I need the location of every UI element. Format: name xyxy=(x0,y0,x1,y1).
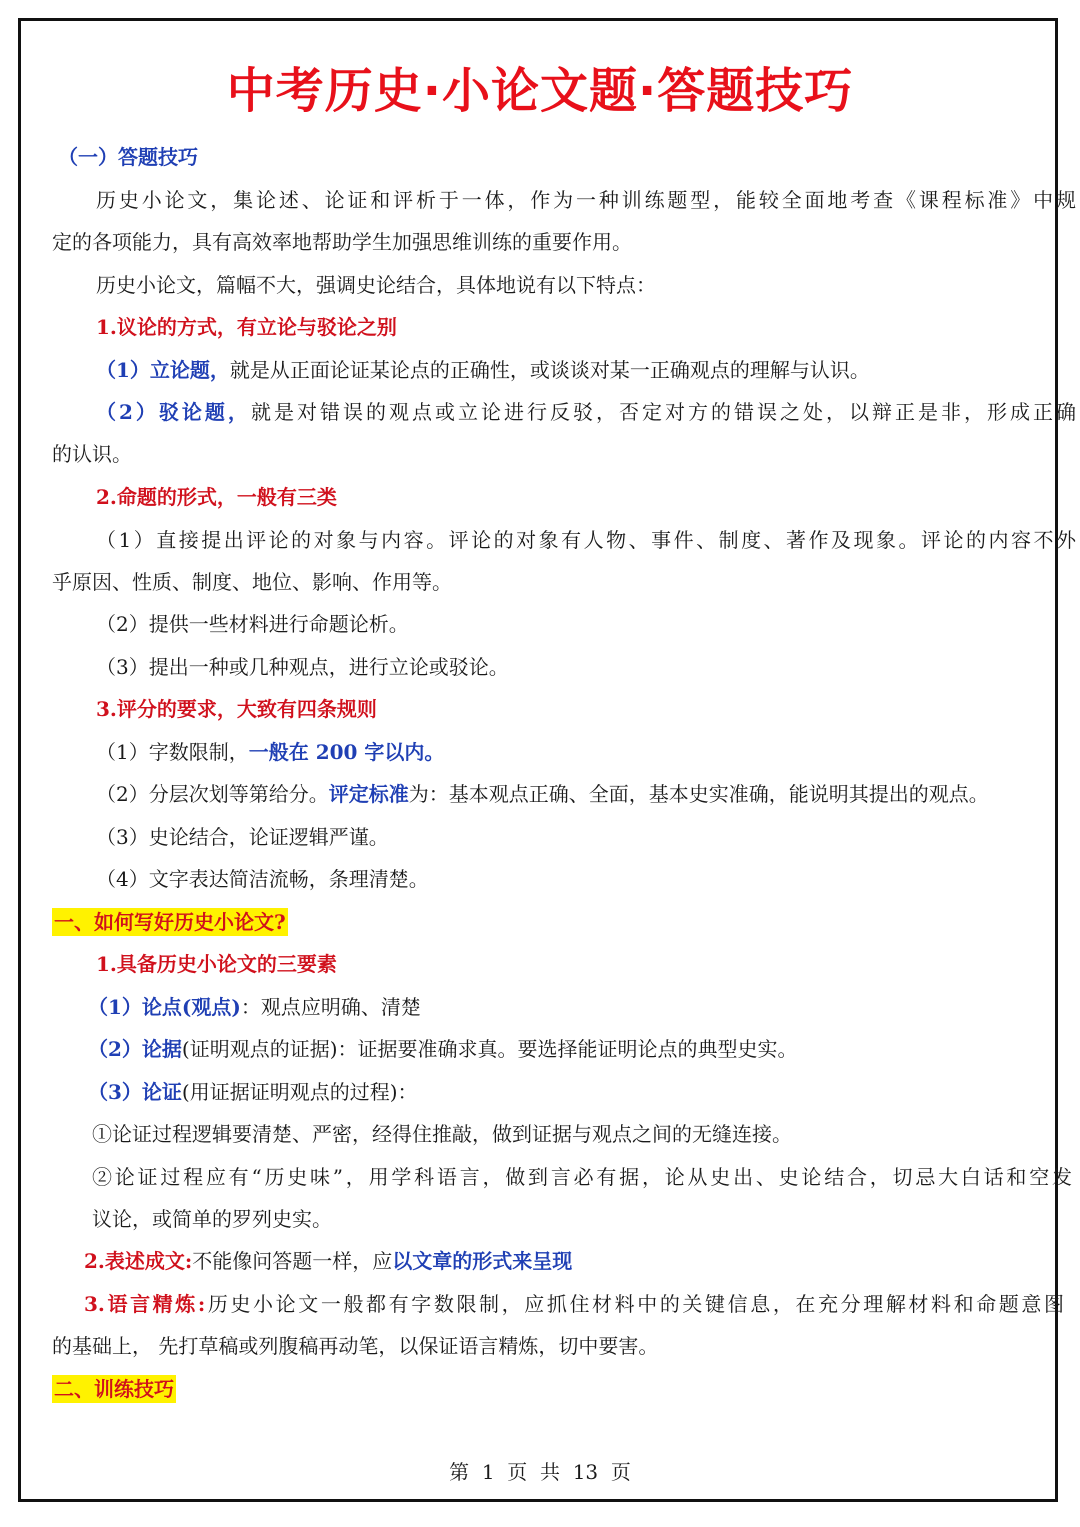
item-text: 为：基本观点正确、全面，基本史实准确，能说明其提出的观点。 xyxy=(408,782,989,806)
item-emphasis: 评定标准 xyxy=(328,782,409,806)
page-number: 第 1 页 共 13 页 xyxy=(449,1460,631,1484)
sub-heading-label: 2.表述成文: xyxy=(84,1249,193,1273)
point-2-heading xyxy=(52,477,1076,517)
sub-heading-three-elements xyxy=(52,944,1076,984)
section-heading-training-tips xyxy=(52,1369,1032,1409)
item-text: 就是对错误的观点或立论进行反驳，否定对方的错误之处，以辩正是非，形成正确 xyxy=(250,400,1076,424)
intro-paragraph-2: 历史小论文，篇幅不大，强调史论结合，具体地说有以下特点： xyxy=(96,273,656,297)
point-2-item-c: （3）提出一种或几种观点，进行立论或驳论。 xyxy=(96,655,509,679)
reasoning-point-1: ①论证过程逻辑要清楚、严密，经得住推敲，做到证据与观点之间的无缝连接。 xyxy=(92,1122,792,1146)
point-1-item-b-line-2: 的认识。 xyxy=(52,442,132,466)
point-2-item-b: （2）提供一些材料进行命题论析。 xyxy=(96,612,409,636)
point-3-item-b xyxy=(52,774,1076,814)
element-evidence xyxy=(52,1029,1068,1069)
reasoning-point-2-line-2: 议论，或简单的罗列史实。 xyxy=(92,1207,332,1231)
element-reasoning xyxy=(52,1072,1068,1112)
item-label: （3）论证 xyxy=(88,1080,182,1104)
point-2-item-a-line-2: 乎原因、性质、制度、地位、影响、作用等。 xyxy=(52,570,452,594)
point-1-heading xyxy=(52,307,1076,347)
item-label: （2）论据 xyxy=(88,1037,182,1061)
section-heading-how-to-write xyxy=(52,902,1032,942)
sub-heading-text: 1.具备历史小论文的三要素 xyxy=(96,952,337,976)
item-text: （2）分层次划等第给分。 xyxy=(96,782,329,806)
point-3-heading xyxy=(52,689,1076,729)
point-1-heading-text: 1.议论的方式，有立论与驳论之别 xyxy=(96,315,397,339)
point-1-item-b xyxy=(52,392,1076,432)
item-label: （1）论点(观点) xyxy=(88,995,241,1019)
sub-heading-text: 历史小论文一般都有字数限制，应抓住材料中的关键信息，在充分理解材料和命题意图 xyxy=(205,1292,1064,1316)
page-title: 中考历史·小论文题·答题技巧 xyxy=(226,63,854,119)
reasoning-point-2-line-1: ②论证过程应有“历史味”，用学科语言，做到言必有据，论从史出、史论结合，切忌大白话和空发 xyxy=(92,1165,1072,1189)
highlighted-heading: 二、训练技巧 xyxy=(54,1377,174,1401)
point-3-heading-text: 3.评分的要求，大致有四条规则 xyxy=(96,697,377,721)
concise-language-line-2: 的基础上， 先打草稿或列腹稿再动笔，以保证语言精炼，切中要害。 xyxy=(52,1334,659,1358)
item-text: ：观点应明确、清楚 xyxy=(240,995,421,1019)
item-label: （2）驳论题， xyxy=(96,400,251,424)
sub-heading-write-as-essay xyxy=(52,1241,1064,1281)
point-3-item-c: （3）史论结合，论证逻辑严谨。 xyxy=(96,825,389,849)
point-3-item-d: （4）文字表达简洁流畅，条理清楚。 xyxy=(96,867,429,891)
item-text: （1）字数限制， xyxy=(96,740,249,764)
element-argument xyxy=(52,987,1068,1027)
point-3-item-a xyxy=(52,732,1076,772)
sub-heading-emphasis: 以文章的形式来呈现 xyxy=(392,1249,573,1273)
intro-paragraph-1-line-1: 历史小论文，集论述、论证和评析于一体，作为一种训练题型，能较全面地考查《课程标准》中规 xyxy=(96,188,1076,212)
point-1-item-a xyxy=(52,350,1076,390)
item-text: (证明观点的证据)：证据要准确求真。要选择能证明论点的典型史实。 xyxy=(181,1037,798,1061)
item-text: 就是从正面论证某论点的正确性，或谈谈对某一正确观点的理解与认识。 xyxy=(229,358,870,382)
intro-paragraph-1-line-2: 定的各项能力，具有高效率地帮助学生加强思维训练的重要作用。 xyxy=(52,230,632,254)
item-text: (用证据证明观点的过程)： xyxy=(181,1080,418,1104)
point-2-heading-text: 2.命题的形式，一般有三类 xyxy=(96,485,337,509)
sub-heading-concise-language xyxy=(52,1284,1064,1324)
sub-heading-label: 3.语言精炼: xyxy=(84,1292,206,1316)
section-heading-text: （一）答题技巧 xyxy=(58,145,198,169)
item-emphasis: 一般在 200 字以内。 xyxy=(248,740,445,764)
item-label: （1）立论题， xyxy=(96,358,230,382)
section-heading-answer-tips xyxy=(52,137,1032,177)
sub-heading-text: 不能像问答题一样，应 xyxy=(192,1249,393,1273)
highlighted-heading: 一、如何写好历史小论文? xyxy=(54,910,286,934)
point-2-item-a-line-1: （1）直接提出评论的对象与内容。评论的对象有人物、事件、制度、著作及现象。评论的内容不外 xyxy=(96,528,1076,552)
